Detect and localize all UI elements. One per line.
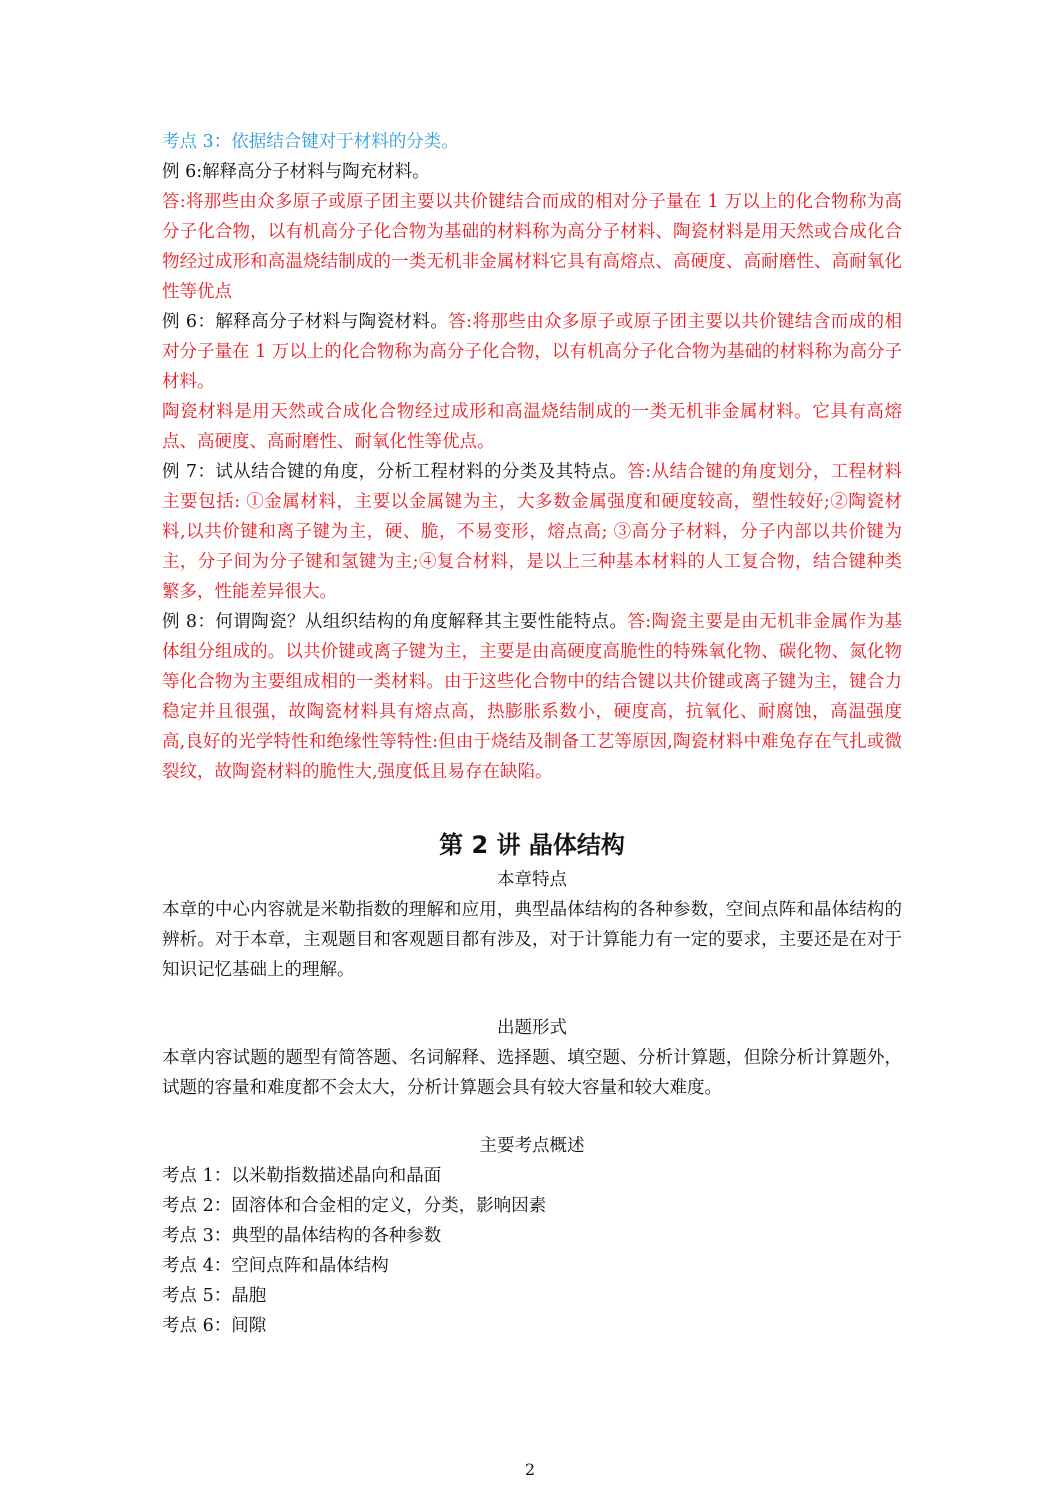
page-number: 2	[524, 1460, 536, 1479]
points-heading: 主要考点概述	[479, 1136, 585, 1156]
example-6b-question: 例 6：解释高分子材料与陶瓷材料。	[162, 312, 449, 332]
example-7	[162, 457, 902, 607]
lecture-title: 第 2 讲 晶体结构	[439, 831, 625, 859]
example-8	[162, 607, 902, 787]
features-text: 本章的中心内容就是米勒指数的理解和应用，典型晶体结构的各种参数，空间点阵和晶体结构的辨析。对于本章，主观题目和客观题目都有涉及，对于计算能力有一定的要求，主要还是在对于知识记忆基础上的理解。	[162, 900, 902, 980]
point-item-2: 考点 2：固溶体和合金相的定义，分类，影响因素	[162, 1196, 547, 1216]
example-6a-question: 例 6:解释高分子材料与陶充材料。	[162, 162, 430, 182]
page-content	[162, 127, 902, 1341]
spacer	[162, 1103, 902, 1131]
example-6a-answer: 答:将那些由众多原子或原子团主要以共价键结合而成的相对分子量在 1 万以上的化合物称为高分子化合物，以有机高分子化合物为基础的材料称为高分子材料、陶瓷材料是用天然或合成化合物经过成形和高温烧结制成的一类无机非金属材料它具有高熔点、高硬度、高耐磨性、高耐氧化性等优点	[162, 192, 902, 302]
point-item-5: 考点 5：晶胞	[162, 1286, 267, 1306]
format-text: 本章内容试题的题型有简答题、名词解释、选择题、填空题、分析计算题，但除分析计算题外，试题的容量和难度都不会太大，分析计算题会具有较大容量和较大难度。	[162, 1048, 902, 1098]
example-6b-answer: 答:将那些由众多原子或原子团主要以共价键结含而成的相对分子量在 1 万以上的化合物称为高分子化合物，以有机高分子化合物为基础的材料称为高分子材料。	[162, 312, 902, 392]
example-6b-answer-2: 陶瓷材料是用天然或合成化合物经过成形和高温烧结制成的一类无机非金属材料。它具有高熔点、高硬度、高耐磨性、耐氧化性等优点。	[162, 402, 902, 452]
example-8-answer: 答:陶瓷主要是由无机非金属作为基体组分组成的。以共价键或离子键为主，主要是由高硬度高脆性的特殊氧化物、碳化物、氮化物等化合物为主要组成相的一类材料。由于这些化合物中的结合键以共价键或离子键为主，键合力稳定并且很强，故陶瓷材料具有熔点高，热膨胀系数小，硬度高，抗氧化、耐腐蚀，高温强度高,良好的光学特性和绝缘性等特性:但由于烧结及制备工艺等原因,陶瓷材料中难兔存在气扎或微裂纹，故陶瓷材料的脆性大,强度低且易存在缺陷。	[162, 612, 902, 782]
point-item-4: 考点 4：空间点阵和晶体结构	[162, 1256, 389, 1276]
example-7-answer: 答:从结合键的角度划分，工程材料主要包括: ①金属材料，主要以金属键为主，大多数金属强度和硬度较高，塑性较好;②陶瓷材料,以共价键和离子键为主，硬、脆，不易变形，熔点高; ③高分子材料，分子内部以共价键为主，分子间为分子键和氢键为主;④复合材料，是以上三种基本材料的人工复合物，结合键种类繁多，性能差异很大。	[162, 462, 902, 602]
example-7-question: 例 7：试从结合键的角度，分析工程材料的分类及其特点。	[162, 462, 628, 482]
point-item-1: 考点 1：以米勒指数描述晶向和晶面	[162, 1166, 442, 1186]
example-6b	[162, 307, 902, 397]
spacer	[162, 985, 902, 1013]
point-item-3: 考点 3：典型的晶体结构的各种参数	[162, 1226, 442, 1246]
kaodian3-heading: 考点 3：依据结合键对于材料的分类。	[162, 132, 459, 152]
example-8-question: 例 8：何谓陶瓷？从组织结构的角度解释其主要性能特点。	[162, 612, 628, 632]
features-heading: 本章特点	[497, 870, 567, 890]
format-heading: 出题形式	[497, 1018, 567, 1038]
spacer	[162, 787, 902, 825]
point-item-6: 考点 6：间隙	[162, 1316, 267, 1336]
